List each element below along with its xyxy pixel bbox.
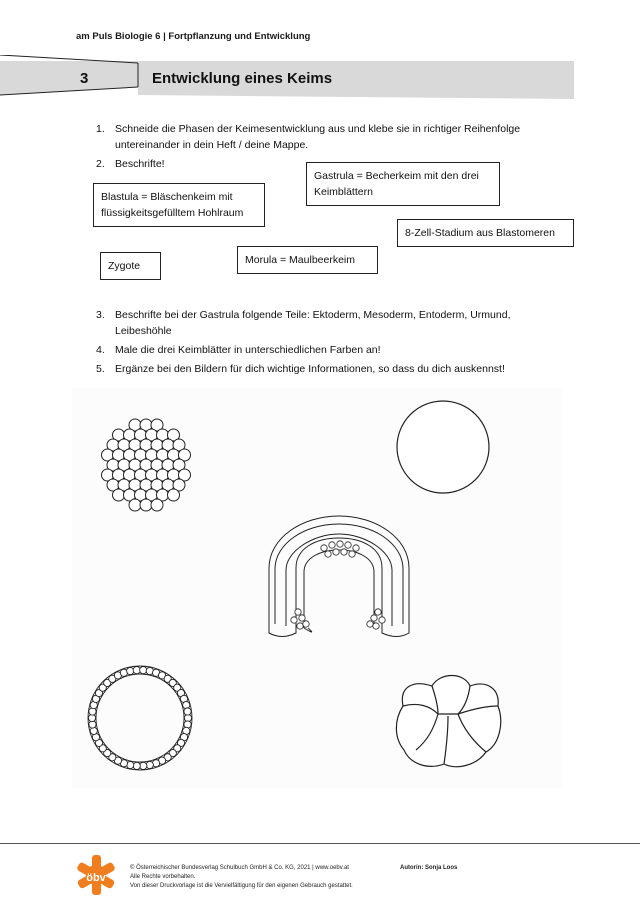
label-morula[interactable]: Morula = Maulbeerkeim <box>237 246 378 274</box>
svg-text:öbv: öbv <box>86 872 106 884</box>
task-item: 4. Male die drei Keimblätter in unterschiedlichen Farben an! <box>96 344 381 356</box>
task-item: 2. Beschrifte! <box>96 158 165 170</box>
label-gastrula[interactable]: Gastrula = Becherkeim mit den drei Keimblättern <box>306 162 500 206</box>
oebv-logo-icon <box>75 855 117 895</box>
chapter-number: 3 <box>80 70 89 87</box>
footer-divider <box>0 843 640 844</box>
author-credit: Autorin: Sonja Loos <box>400 865 458 871</box>
chapter-title: Entwicklung eines Keims <box>152 70 333 87</box>
task-item: 5. Ergänze bei den Bildern für dich wichtige Informationen, so dass du dich auskennst! <box>96 363 505 375</box>
embryo-stages-drawing <box>72 388 562 788</box>
label-blastula[interactable]: Blastula = Bläschenkeim mit flüssigkeitsgefülltem Hohlraum <box>93 183 265 227</box>
label-zygote[interactable]: Zygote <box>100 252 161 280</box>
task-item: 3. Beschrifte bei der Gastrula folgende Teile: Ektoderm, Mesoderm, Entoderm, Urmund, Leibeshöhle <box>96 309 511 337</box>
task-list-second <box>96 307 546 380</box>
eight-cell-stage-drawing <box>396 676 500 767</box>
label-8-zell-stadium[interactable]: 8-Zell-Stadium aus Blastomeren <box>397 219 574 247</box>
footer-text: © Österreichischer Bundesverlag Schulbuch GmbH & Co. KG, 2021 | www.oebv.at Alle Rechte vorbehalten. Von dieser Druckvorlage ist die Vervielfältigung für den eigenen Gebrauch gestattet. Autorin: Sonja Loos <box>130 865 458 889</box>
morula-drawing <box>102 419 191 511</box>
task-item: 1. Schneide die Phasen der Keimesentwicklung aus und klebe sie in richtiger Reihenfolge untereinander in dein Heft / deine Mappe. <box>96 123 521 151</box>
page-header: am Puls Biologie 6 | Fortpflanzung und Entwicklung <box>76 31 311 42</box>
zygote-drawing <box>397 401 489 493</box>
